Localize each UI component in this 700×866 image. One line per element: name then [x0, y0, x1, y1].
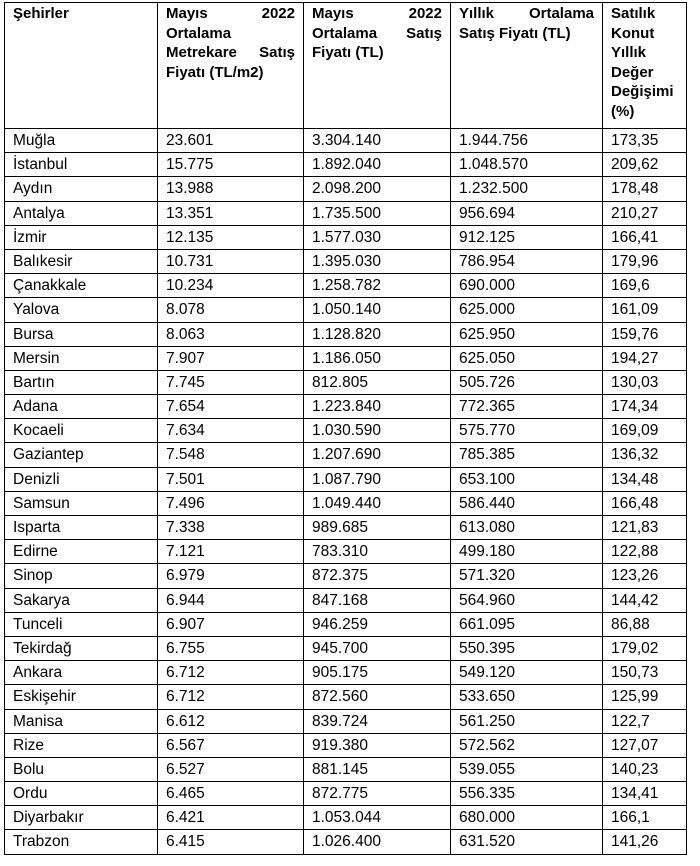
cell-m2-price: 6.415: [158, 830, 304, 854]
cell-m2-price: 7.548: [158, 443, 304, 467]
cell-m2-price: 7.634: [158, 419, 304, 443]
table-row: [5, 370, 687, 394]
cell-yearly-change: 166,48: [603, 491, 687, 515]
cell-yearly-avg-price: 533.650: [451, 685, 603, 709]
cell-city: Isparta: [5, 516, 158, 540]
cell-yearly-change: 166,41: [603, 225, 687, 249]
cell-yearly-avg-price: 575.770: [451, 419, 603, 443]
table-row: [5, 395, 687, 419]
cell-m2-price: 7.121: [158, 540, 304, 564]
cell-m2-price: 8.078: [158, 298, 304, 322]
cell-m2-price: 12.135: [158, 225, 304, 249]
cell-yearly-change: 141,26: [603, 830, 687, 854]
cell-avg-price: 872.560: [304, 685, 451, 709]
table-row: [5, 564, 687, 588]
table-row: [5, 153, 687, 177]
cell-city: Adana: [5, 395, 158, 419]
cell-city: Ordu: [5, 782, 158, 806]
cell-city: Çanakkale: [5, 274, 158, 298]
cell-avg-price: 1.223.840: [304, 395, 451, 419]
cell-avg-price: 1.186.050: [304, 346, 451, 370]
cell-yearly-change: 150,73: [603, 661, 687, 685]
cell-city: Diyarbakır: [5, 806, 158, 830]
cell-yearly-avg-price: 613.080: [451, 516, 603, 540]
cell-m2-price: 7.745: [158, 370, 304, 394]
header-m2-price: Mayıs 2022 Ortalama Metrekare Satış Fiyatı (TL/m2): [158, 3, 304, 129]
cell-avg-price: 881.145: [304, 757, 451, 781]
cell-city: Eskişehir: [5, 685, 158, 709]
table-row: [5, 443, 687, 467]
cell-avg-price: 1.207.690: [304, 443, 451, 467]
cell-avg-price: 945.700: [304, 636, 451, 660]
cell-yearly-avg-price: 539.055: [451, 757, 603, 781]
cell-avg-price: 1.577.030: [304, 225, 451, 249]
cell-yearly-avg-price: 785.385: [451, 443, 603, 467]
cell-yearly-avg-price: 550.395: [451, 636, 603, 660]
cell-yearly-avg-price: 625.950: [451, 322, 603, 346]
housing-price-table: [4, 2, 687, 855]
cell-yearly-avg-price: 912.125: [451, 225, 603, 249]
cell-city: Rize: [5, 733, 158, 757]
cell-m2-price: 23.601: [158, 129, 304, 153]
cell-city: Mersin: [5, 346, 158, 370]
table-row: [5, 612, 687, 636]
cell-yearly-avg-price: 786.954: [451, 249, 603, 273]
cell-m2-price: 6.712: [158, 661, 304, 685]
cell-m2-price: 6.907: [158, 612, 304, 636]
header-cities: Şehirler: [5, 3, 158, 129]
cell-yearly-avg-price: 653.100: [451, 467, 603, 491]
table-row: [5, 274, 687, 298]
cell-city: Ankara: [5, 661, 158, 685]
cell-city: Gaziantep: [5, 443, 158, 467]
header-avg-price: Mayıs 2022 Ortalama Satış Fiyatı (TL): [304, 3, 451, 129]
table-row: [5, 298, 687, 322]
cell-m2-price: 8.063: [158, 322, 304, 346]
cell-yearly-avg-price: 625.050: [451, 346, 603, 370]
cell-avg-price: 812.805: [304, 370, 451, 394]
cell-avg-price: 1.087.790: [304, 467, 451, 491]
cell-yearly-change: 179,02: [603, 636, 687, 660]
cell-yearly-avg-price: 586.440: [451, 491, 603, 515]
cell-yearly-avg-price: 631.520: [451, 830, 603, 854]
cell-city: Tekirdağ: [5, 636, 158, 660]
cell-yearly-avg-price: 556.335: [451, 782, 603, 806]
cell-yearly-avg-price: 564.960: [451, 588, 603, 612]
cell-yearly-change: 173,35: [603, 129, 687, 153]
table-row: [5, 201, 687, 225]
cell-avg-price: 1.128.820: [304, 322, 451, 346]
cell-m2-price: 6.465: [158, 782, 304, 806]
cell-avg-price: 839.724: [304, 709, 451, 733]
cell-city: Manisa: [5, 709, 158, 733]
header-yearly-change: Satılık Konut Yıllık Değer Değişimi (%): [603, 3, 687, 129]
cell-yearly-avg-price: 571.320: [451, 564, 603, 588]
cell-avg-price: 1.026.400: [304, 830, 451, 854]
cell-avg-price: 1.050.140: [304, 298, 451, 322]
cell-yearly-avg-price: 1.944.756: [451, 129, 603, 153]
cell-yearly-avg-price: 549.120: [451, 661, 603, 685]
cell-yearly-change: 209,62: [603, 153, 687, 177]
cell-yearly-change: 134,48: [603, 467, 687, 491]
cell-m2-price: 6.612: [158, 709, 304, 733]
cell-city: Tunceli: [5, 612, 158, 636]
table-row: [5, 467, 687, 491]
table-row: [5, 540, 687, 564]
table-row: [5, 491, 687, 515]
cell-m2-price: 6.567: [158, 733, 304, 757]
cell-yearly-avg-price: 572.562: [451, 733, 603, 757]
cell-yearly-change: 122,88: [603, 540, 687, 564]
cell-m2-price: 7.907: [158, 346, 304, 370]
table-row: [5, 346, 687, 370]
cell-avg-price: 3.304.140: [304, 129, 451, 153]
cell-yearly-avg-price: 625.000: [451, 298, 603, 322]
cell-avg-price: 946.259: [304, 612, 451, 636]
cell-yearly-avg-price: 661.095: [451, 612, 603, 636]
table-row: [5, 782, 687, 806]
table-row: [5, 419, 687, 443]
cell-city: Yalova: [5, 298, 158, 322]
cell-city: Antalya: [5, 201, 158, 225]
cell-yearly-avg-price: 956.694: [451, 201, 603, 225]
cell-yearly-change: 123,26: [603, 564, 687, 588]
cell-avg-price: 872.775: [304, 782, 451, 806]
cell-yearly-change: 140,23: [603, 757, 687, 781]
table-row: [5, 516, 687, 540]
cell-city: Bolu: [5, 757, 158, 781]
cell-m2-price: 6.979: [158, 564, 304, 588]
header-yearly-avg-price: Yıllık Ortalama Satış Fiyatı (TL): [451, 3, 603, 129]
cell-city: Sinop: [5, 564, 158, 588]
cell-yearly-change: 127,07: [603, 733, 687, 757]
cell-yearly-avg-price: 680.000: [451, 806, 603, 830]
cell-yearly-avg-price: 505.726: [451, 370, 603, 394]
cell-yearly-change: 166,1: [603, 806, 687, 830]
cell-yearly-avg-price: 561.250: [451, 709, 603, 733]
cell-avg-price: 1.395.030: [304, 249, 451, 273]
cell-avg-price: 872.375: [304, 564, 451, 588]
cell-yearly-change: 121,83: [603, 516, 687, 540]
cell-city: Trabzon: [5, 830, 158, 854]
cell-m2-price: 6.527: [158, 757, 304, 781]
table-row: [5, 129, 687, 153]
cell-m2-price: 7.501: [158, 467, 304, 491]
cell-yearly-change: 174,34: [603, 395, 687, 419]
cell-m2-price: 15.775: [158, 153, 304, 177]
cell-city: Aydın: [5, 177, 158, 201]
table-row: [5, 588, 687, 612]
cell-yearly-change: 210,27: [603, 201, 687, 225]
cell-yearly-change: 125,99: [603, 685, 687, 709]
table-row: [5, 249, 687, 273]
cell-city: Sakarya: [5, 588, 158, 612]
cell-yearly-avg-price: 1.048.570: [451, 153, 603, 177]
cell-city: İstanbul: [5, 153, 158, 177]
cell-yearly-avg-price: 499.180: [451, 540, 603, 564]
cell-city: Denizli: [5, 467, 158, 491]
cell-avg-price: 847.168: [304, 588, 451, 612]
cell-avg-price: 1.030.590: [304, 419, 451, 443]
cell-yearly-change: 161,09: [603, 298, 687, 322]
table-row: [5, 709, 687, 733]
cell-city: Muğla: [5, 129, 158, 153]
table-row: [5, 636, 687, 660]
cell-avg-price: 1.892.040: [304, 153, 451, 177]
table-row: [5, 225, 687, 249]
cell-yearly-change: 169,09: [603, 419, 687, 443]
cell-avg-price: 1.053.044: [304, 806, 451, 830]
cell-yearly-avg-price: 1.232.500: [451, 177, 603, 201]
cell-avg-price: 1.258.782: [304, 274, 451, 298]
cell-yearly-change: 194,27: [603, 346, 687, 370]
cell-m2-price: 6.944: [158, 588, 304, 612]
table-row: [5, 177, 687, 201]
cell-m2-price: 13.988: [158, 177, 304, 201]
table-row: [5, 830, 687, 854]
cell-city: Edirne: [5, 540, 158, 564]
cell-yearly-change: 136,32: [603, 443, 687, 467]
cell-city: Bursa: [5, 322, 158, 346]
cell-m2-price: 6.421: [158, 806, 304, 830]
cell-yearly-avg-price: 772.365: [451, 395, 603, 419]
cell-m2-price: 6.712: [158, 685, 304, 709]
cell-yearly-change: 169,6: [603, 274, 687, 298]
table-row: [5, 322, 687, 346]
cell-yearly-change: 122,7: [603, 709, 687, 733]
cell-yearly-change: 144,42: [603, 588, 687, 612]
cell-m2-price: 13.351: [158, 201, 304, 225]
cell-avg-price: 989.685: [304, 516, 451, 540]
cell-avg-price: 1.049.440: [304, 491, 451, 515]
table-row: [5, 661, 687, 685]
cell-yearly-change: 179,96: [603, 249, 687, 273]
cell-avg-price: 2.098.200: [304, 177, 451, 201]
cell-avg-price: 905.175: [304, 661, 451, 685]
cell-yearly-change: 86,88: [603, 612, 687, 636]
cell-m2-price: 7.338: [158, 516, 304, 540]
cell-m2-price: 10.234: [158, 274, 304, 298]
cell-m2-price: 7.496: [158, 491, 304, 515]
cell-avg-price: 1.735.500: [304, 201, 451, 225]
table-row: [5, 757, 687, 781]
cell-yearly-change: 159,76: [603, 322, 687, 346]
table-row: [5, 685, 687, 709]
cell-m2-price: 6.755: [158, 636, 304, 660]
cell-avg-price: 919.380: [304, 733, 451, 757]
table-body: [5, 129, 687, 855]
cell-yearly-change: 130,03: [603, 370, 687, 394]
cell-city: Bartın: [5, 370, 158, 394]
header-row: [5, 3, 687, 129]
cell-m2-price: 7.654: [158, 395, 304, 419]
cell-yearly-change: 178,48: [603, 177, 687, 201]
cell-city: Balıkesir: [5, 249, 158, 273]
cell-city: Samsun: [5, 491, 158, 515]
cell-yearly-avg-price: 690.000: [451, 274, 603, 298]
cell-city: İzmir: [5, 225, 158, 249]
table-row: [5, 806, 687, 830]
cell-avg-price: 783.310: [304, 540, 451, 564]
cell-yearly-change: 134,41: [603, 782, 687, 806]
cell-city: Kocaeli: [5, 419, 158, 443]
table-row: [5, 733, 687, 757]
cell-m2-price: 10.731: [158, 249, 304, 273]
